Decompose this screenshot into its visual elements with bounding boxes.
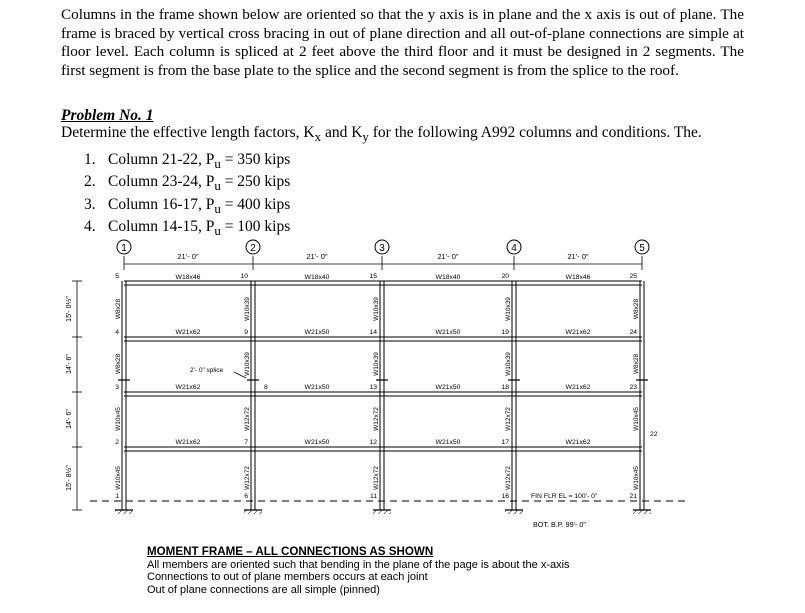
problem-sub-x: x bbox=[314, 129, 322, 145]
column-label: W8x28 bbox=[633, 353, 640, 375]
column-label: W12x72 bbox=[373, 466, 380, 490]
beam-label: W21x50 bbox=[304, 439, 330, 446]
column-label: W10x45 bbox=[633, 466, 640, 490]
node-number: 10 bbox=[240, 273, 248, 280]
note-line: Out of plane connections are all simple (pinned) bbox=[147, 583, 380, 596]
story-height-label: 15'- 0½" bbox=[66, 296, 73, 322]
node-number: 22 bbox=[650, 431, 658, 438]
column-label: W12x72 bbox=[244, 407, 251, 431]
column-label: W10x39 bbox=[373, 297, 380, 321]
node-number: 6 bbox=[244, 493, 248, 500]
beam-label: W18x40 bbox=[304, 274, 330, 281]
node-number: 7 bbox=[244, 439, 248, 446]
beam-label: W21x50 bbox=[304, 329, 330, 336]
beam-label: W21x62 bbox=[175, 329, 201, 336]
beam-label: W21x62 bbox=[565, 384, 591, 391]
node-number: 17 bbox=[501, 439, 509, 446]
list-item: 1. Column 21-22, $P_u = 350$ kips bbox=[84, 151, 291, 172]
column-label: W12x72 bbox=[505, 466, 512, 490]
grid-label: 5 bbox=[639, 243, 645, 254]
column-label: W8x28 bbox=[115, 353, 122, 375]
beam-label: W21x50 bbox=[435, 384, 461, 391]
beam-label: W21x50 bbox=[304, 384, 330, 391]
story-height-label: 14'- 6" bbox=[66, 409, 73, 429]
node-number: 4 bbox=[115, 329, 119, 336]
notes-title: MOMENT FRAME – ALL CONNECTIONS AS SHOWN bbox=[147, 545, 434, 558]
node-number: 19 bbox=[501, 329, 509, 336]
story-height-label: 14'- 6" bbox=[66, 354, 73, 374]
node-number: 13 bbox=[369, 384, 377, 391]
intro-paragraph: Columns in the frame shown below are oriented so that the y axis is in plane and the x axis is out of plane. The frame is braced by vertical cross bracing in out of plane direction and all out-of-plane connections are simple at floor level. Each column is spliced at 2 feet above the third floor and it must be designed in 2 segments. The first segment is from the base plate to the splice and the second segment is from the splice to the roof. bbox=[61, 6, 744, 79]
moment-frame-diagram bbox=[0, 230, 805, 545]
node-number: 9 bbox=[244, 329, 248, 336]
node-number: 3 bbox=[115, 384, 119, 391]
node-number: 18 bbox=[501, 384, 509, 391]
beam-label: W18x40 bbox=[435, 274, 461, 281]
grid-label: 2 bbox=[250, 243, 256, 254]
node-number: 1 bbox=[115, 493, 119, 500]
story-height-label: 15'- 8½" bbox=[66, 465, 73, 491]
node-number: 8 bbox=[264, 384, 268, 391]
node-number: 25 bbox=[629, 273, 637, 280]
beam-label: W21x62 bbox=[175, 384, 201, 391]
list-item: 2. Column 23-24, $P_u = 250$ kips bbox=[84, 173, 291, 194]
fin-floor-label: FIN FLR EL = 100'- 0" bbox=[531, 493, 598, 500]
grid-label: 1 bbox=[121, 243, 127, 254]
base-supports bbox=[115, 510, 651, 514]
column-label: W10x39 bbox=[244, 297, 251, 321]
column-label: W8x28 bbox=[633, 298, 640, 320]
base-plate-label: BOT. B.P. 99'- 0" bbox=[533, 520, 586, 529]
grid-label: 3 bbox=[379, 243, 385, 254]
node-number: 2 bbox=[115, 439, 119, 446]
node-number: 11 bbox=[369, 493, 377, 500]
column-label: W12x72 bbox=[244, 466, 251, 490]
problem-sub-y: y bbox=[362, 129, 369, 145]
splice-label: 2'- 0" splice bbox=[190, 367, 224, 374]
node-number: 21 bbox=[629, 493, 637, 500]
beam-label: W21x62 bbox=[565, 329, 591, 336]
column-label: W12x72 bbox=[373, 407, 380, 431]
column-list bbox=[84, 151, 290, 240]
beams bbox=[124, 281, 642, 451]
node-number: 15 bbox=[369, 273, 377, 280]
beam-label: W21x50 bbox=[435, 329, 461, 336]
column-label: W10x45 bbox=[633, 407, 640, 431]
story-dimension-line bbox=[72, 281, 82, 510]
column-label: W10x45 bbox=[115, 407, 122, 431]
column-label: W12x72 bbox=[505, 407, 512, 431]
beam-label: W21x50 bbox=[435, 439, 461, 446]
problem-statement bbox=[61, 124, 702, 146]
node-number: 20 bbox=[501, 273, 509, 280]
bay-span-label: 21'- 0" bbox=[567, 252, 589, 261]
note-line: Connections to out of plane members occurs at each joint bbox=[147, 571, 428, 584]
column-label: W10x39 bbox=[505, 352, 512, 376]
column-label: W10x39 bbox=[373, 352, 380, 376]
problem-statement-mid: and K bbox=[321, 124, 363, 141]
node-number: 5 bbox=[115, 273, 119, 280]
node-number: 16 bbox=[501, 493, 509, 500]
column-label: W10x45 bbox=[115, 466, 122, 490]
problem-statement-post: for the following A992 columns and conditions. The. bbox=[368, 124, 702, 141]
bay-span-label: 21'- 0" bbox=[306, 252, 328, 261]
problem-title: Problem No. 1 bbox=[61, 107, 154, 124]
span-dimension-line bbox=[124, 256, 642, 270]
grid-label: 4 bbox=[511, 243, 517, 254]
note-line: All members are oriented such that bending in the plane of the page is about the x-axis bbox=[147, 558, 570, 571]
list-item: 3. Column 16-17, $P_u = 400$ kips bbox=[84, 195, 291, 216]
node-number: 24 bbox=[629, 329, 637, 336]
column-label: W10x39 bbox=[244, 352, 251, 376]
column-label: W10x39 bbox=[505, 297, 512, 321]
node-number: 12 bbox=[369, 439, 377, 446]
beam-label: W21x62 bbox=[175, 439, 201, 446]
node-number: 23 bbox=[629, 384, 637, 391]
beam-label: W18x46 bbox=[565, 274, 591, 281]
problem-statement-pre: Determine the effective length factors, K bbox=[61, 124, 315, 141]
beam-label: W21x62 bbox=[565, 439, 591, 446]
bay-span-label: 21'- 0" bbox=[437, 252, 459, 261]
frame-notes bbox=[147, 546, 570, 596]
column-label: W8x28 bbox=[115, 298, 122, 320]
node-number: 14 bbox=[369, 329, 377, 336]
bay-span-label: 21'- 0" bbox=[177, 252, 199, 261]
beam-label: W18x46 bbox=[175, 274, 201, 281]
list-item: 4. Column 14-15, $P_u = 100$ kips bbox=[84, 217, 291, 238]
